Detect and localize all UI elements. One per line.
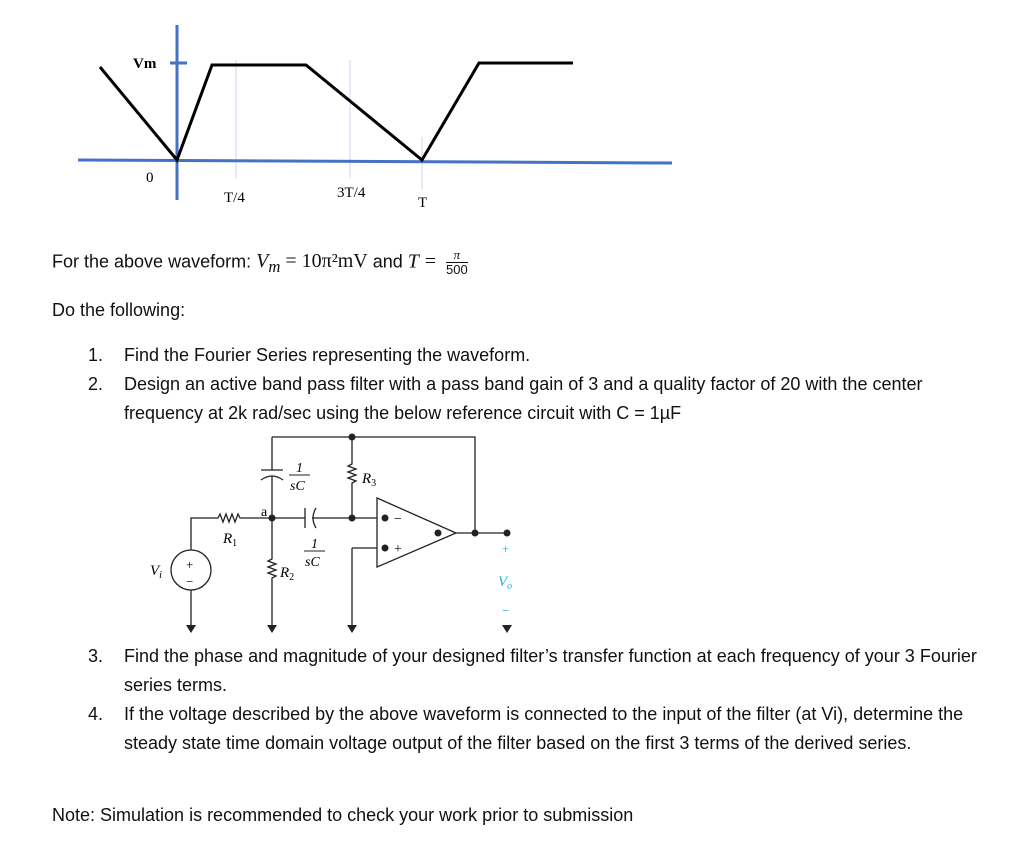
task-number: 1.: [88, 345, 104, 365]
label-t4: T/4: [224, 190, 245, 206]
task-3: [88, 642, 1004, 700]
label-0: 0: [146, 170, 154, 186]
vo-minus: −: [502, 603, 510, 618]
voltage-source: [171, 550, 211, 590]
label-3t4: 3T/4: [337, 185, 366, 201]
t-numerator: π: [446, 248, 468, 263]
opamp-minus: −: [394, 512, 402, 527]
task-text: Find the Fourier Series representing the waveform.: [124, 345, 531, 365]
task-text: Design an active band pass filter with a pass band gain of 3 and a quality factor of 20 with the center frequency at 2k rad/sec using the below reference circuit with C = 1µF: [124, 374, 923, 423]
source-plus: +: [186, 557, 194, 572]
capacitor-1-curve: [261, 476, 283, 480]
label-t: T: [418, 195, 428, 211]
label-r1: $R_1$: [223, 531, 238, 549]
label-r2: $R_2$: [280, 565, 295, 583]
task-text: Find the phase and magnitude of your designed filter’s transfer function at each frequency of your 3 Fourier series terms.: [124, 646, 977, 695]
task-number: 3.: [88, 646, 104, 666]
and-text: and: [367, 251, 408, 272]
cap1-num: 1: [296, 461, 303, 476]
waveform-figure: [0, 0, 700, 220]
given-line: [52, 248, 468, 277]
label-r3: $R_3$: [362, 471, 377, 489]
label-vi: $V_i$: [150, 563, 162, 581]
cap1-den: sC: [290, 479, 305, 494]
opamp-plus: +: [394, 542, 402, 557]
noninverting-wire: [352, 548, 377, 625]
node-a: a: [261, 505, 268, 520]
x-axis: [78, 160, 672, 163]
task-number: 4.: [88, 704, 104, 724]
t-denominator: 500: [446, 262, 468, 277]
vm-value: = 10π²mV: [280, 250, 368, 273]
capacitor-2: [272, 508, 377, 528]
note-text: Note: Simulation is recommended to check your work prior to submission: [52, 805, 634, 825]
task-4: [88, 700, 994, 758]
t-expression: T =: [407, 250, 443, 273]
resistor-r3: [348, 437, 356, 518]
ground-icon: [186, 625, 512, 633]
task-text: If the voltage described by the above waveform is connected to the input of the filter (at Vi), determine the steady state time domain voltage output of the filter based on the first 3 terms of the derived series.: [124, 704, 964, 753]
op-amp: [377, 498, 456, 567]
t-fraction: [446, 248, 468, 277]
cap2-num: 1: [311, 537, 318, 552]
given-prefix: For the above waveform:: [52, 251, 252, 272]
waveform-line: [100, 63, 573, 160]
label-vo: $V_o$: [498, 574, 513, 592]
source-minus: −: [186, 574, 194, 589]
vm-expression: [256, 250, 368, 277]
vm-sub: m: [268, 257, 281, 277]
label-vm: Vm: [133, 56, 157, 72]
vm-symbol: V: [256, 250, 269, 273]
feedback-wire: [272, 437, 475, 533]
resistor-r2: [268, 518, 276, 625]
task-1: [88, 341, 1004, 370]
intro-text: Do the following:: [52, 300, 186, 320]
task-2: [88, 370, 1004, 428]
resistor-r1: [191, 514, 272, 550]
vo-plus: +: [502, 541, 510, 556]
task-number: 2.: [88, 374, 104, 394]
cap2-den: sC: [305, 555, 320, 570]
